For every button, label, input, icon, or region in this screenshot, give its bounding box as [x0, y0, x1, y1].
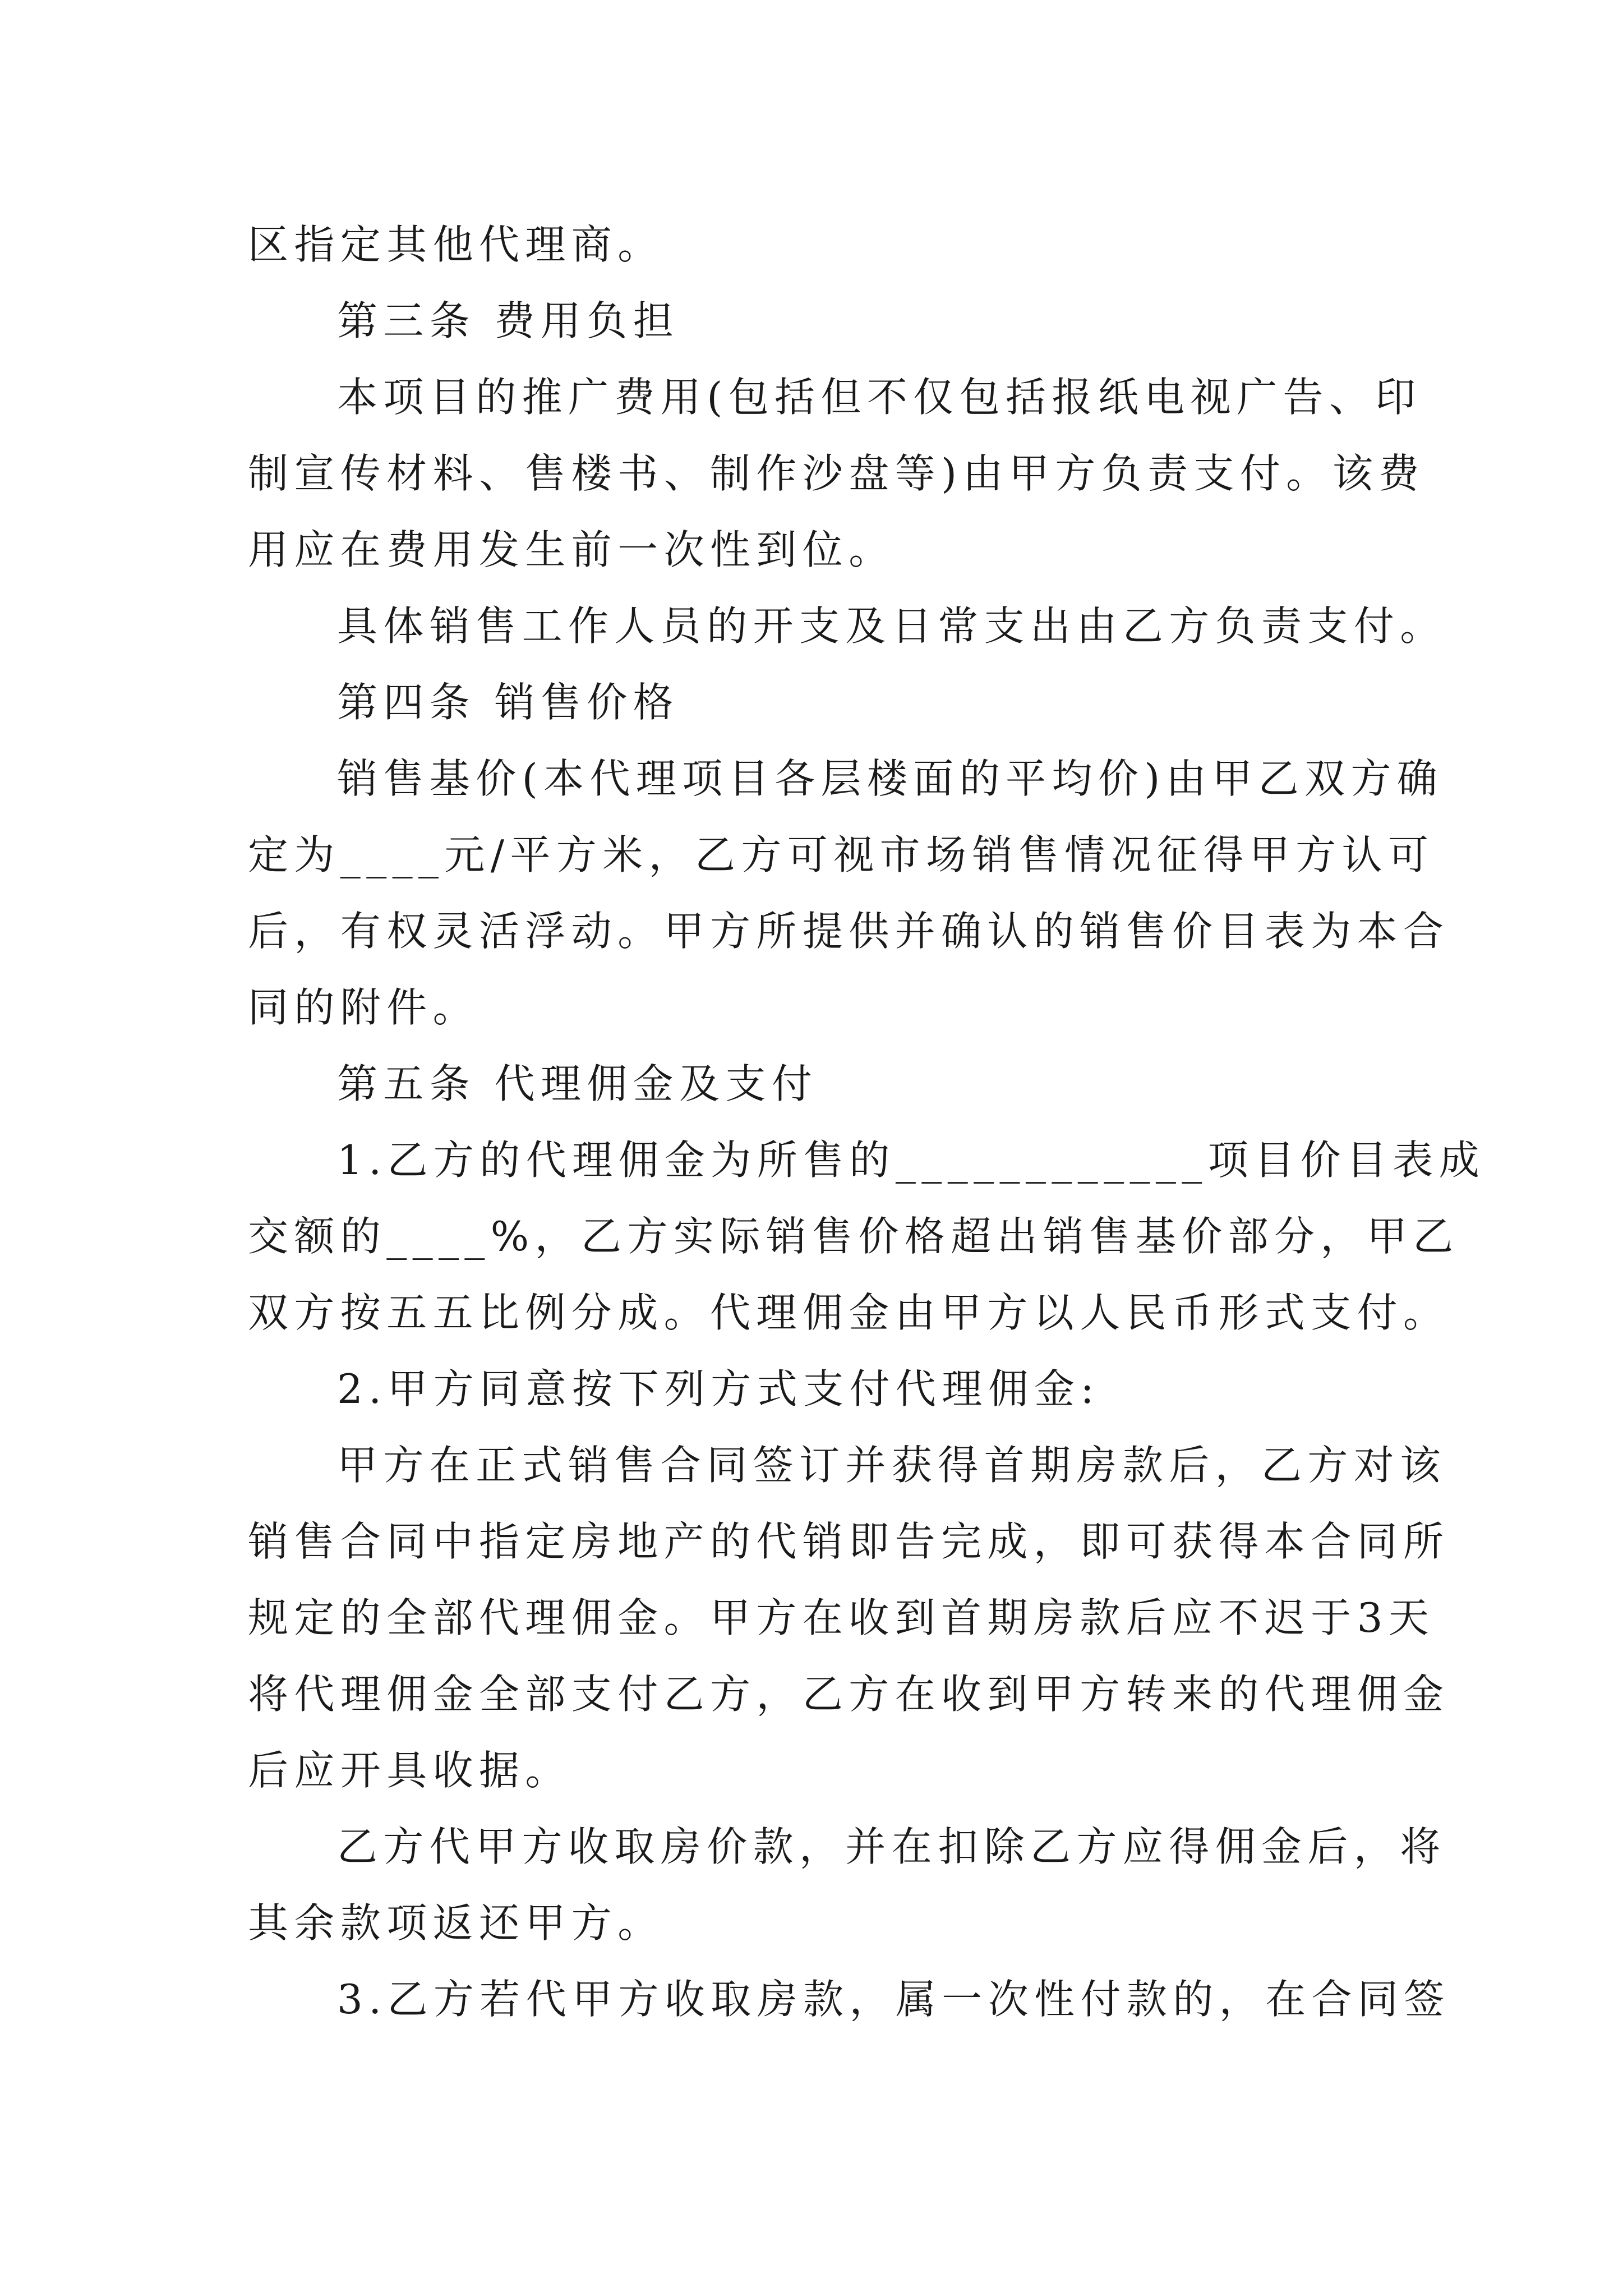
paragraph-line: 本项目的推广费用(包括但不仅包括报纸电视广告、印 — [337, 374, 1422, 421]
section-heading: 第三条 费用负担 — [337, 297, 680, 344]
paragraph-line: 1.乙方的代理佣金为所售的____________项目价目表成 — [337, 1137, 1486, 1184]
paragraph-line: 后，有权灵活浮动。甲方所提供并确认的销售价目表为本合 — [248, 908, 1450, 955]
paragraph-line: 制宣传材料、售楼书、制作沙盘等)由甲方负责支付。该费 — [248, 450, 1425, 497]
paragraph-line: 定为____元/平方米，乙方可视市场销售情况征得甲方认可 — [248, 831, 1435, 878]
paragraph-line: 规定的全部代理佣金。甲方在收到首期房款后应不迟于3天 — [248, 1594, 1435, 1641]
paragraph-line: 具体销售工作人员的开支及日常支出由乙方负责支付。 — [337, 602, 1446, 650]
paragraph-line: 区指定其他代理商。 — [248, 221, 664, 268]
paragraph-line: 将代理佣金全部支付乙方，乙方在收到甲方转来的代理佣金 — [248, 1671, 1450, 1718]
paragraph-line: 后应开具收据。 — [248, 1747, 571, 1794]
paragraph-line: 双方按五五比例分成。代理佣金由甲方以人民币形式支付。 — [248, 1289, 1450, 1336]
paragraph-line: 交额的____%，乙方实际销售价格超出销售基价部分，甲乙 — [248, 1213, 1459, 1260]
paragraph-line: 销售合同中指定房地产的代销即告完成，即可获得本合同所 — [248, 1518, 1450, 1565]
paragraph-line: 同的附件。 — [248, 984, 479, 1031]
paragraph-line: 用应在费用发生前一次性到位。 — [248, 526, 895, 573]
section-heading: 第四条 销售价格 — [337, 679, 680, 726]
paragraph-line: 销售基价(本代理项目各层楼面的平均价)由甲乙双方确 — [337, 755, 1444, 802]
paragraph-line: 甲方在正式销售合同签订并获得首期房款后，乙方对该 — [337, 1442, 1446, 1489]
paragraph-line: 乙方代甲方收取房价款，并在扣除乙方应得佣金后，将 — [337, 1823, 1446, 1870]
paragraph-line: 3.乙方若代甲方收取房款，属一次性付款的，在合同签 — [337, 1976, 1450, 2023]
section-heading: 第五条 代理佣金及支付 — [337, 1060, 818, 1107]
paragraph-line: 其余款项返还甲方。 — [248, 1899, 664, 1947]
paragraph-line: 2.甲方同意按下列方式支付代理佣金: — [337, 1365, 1100, 1412]
